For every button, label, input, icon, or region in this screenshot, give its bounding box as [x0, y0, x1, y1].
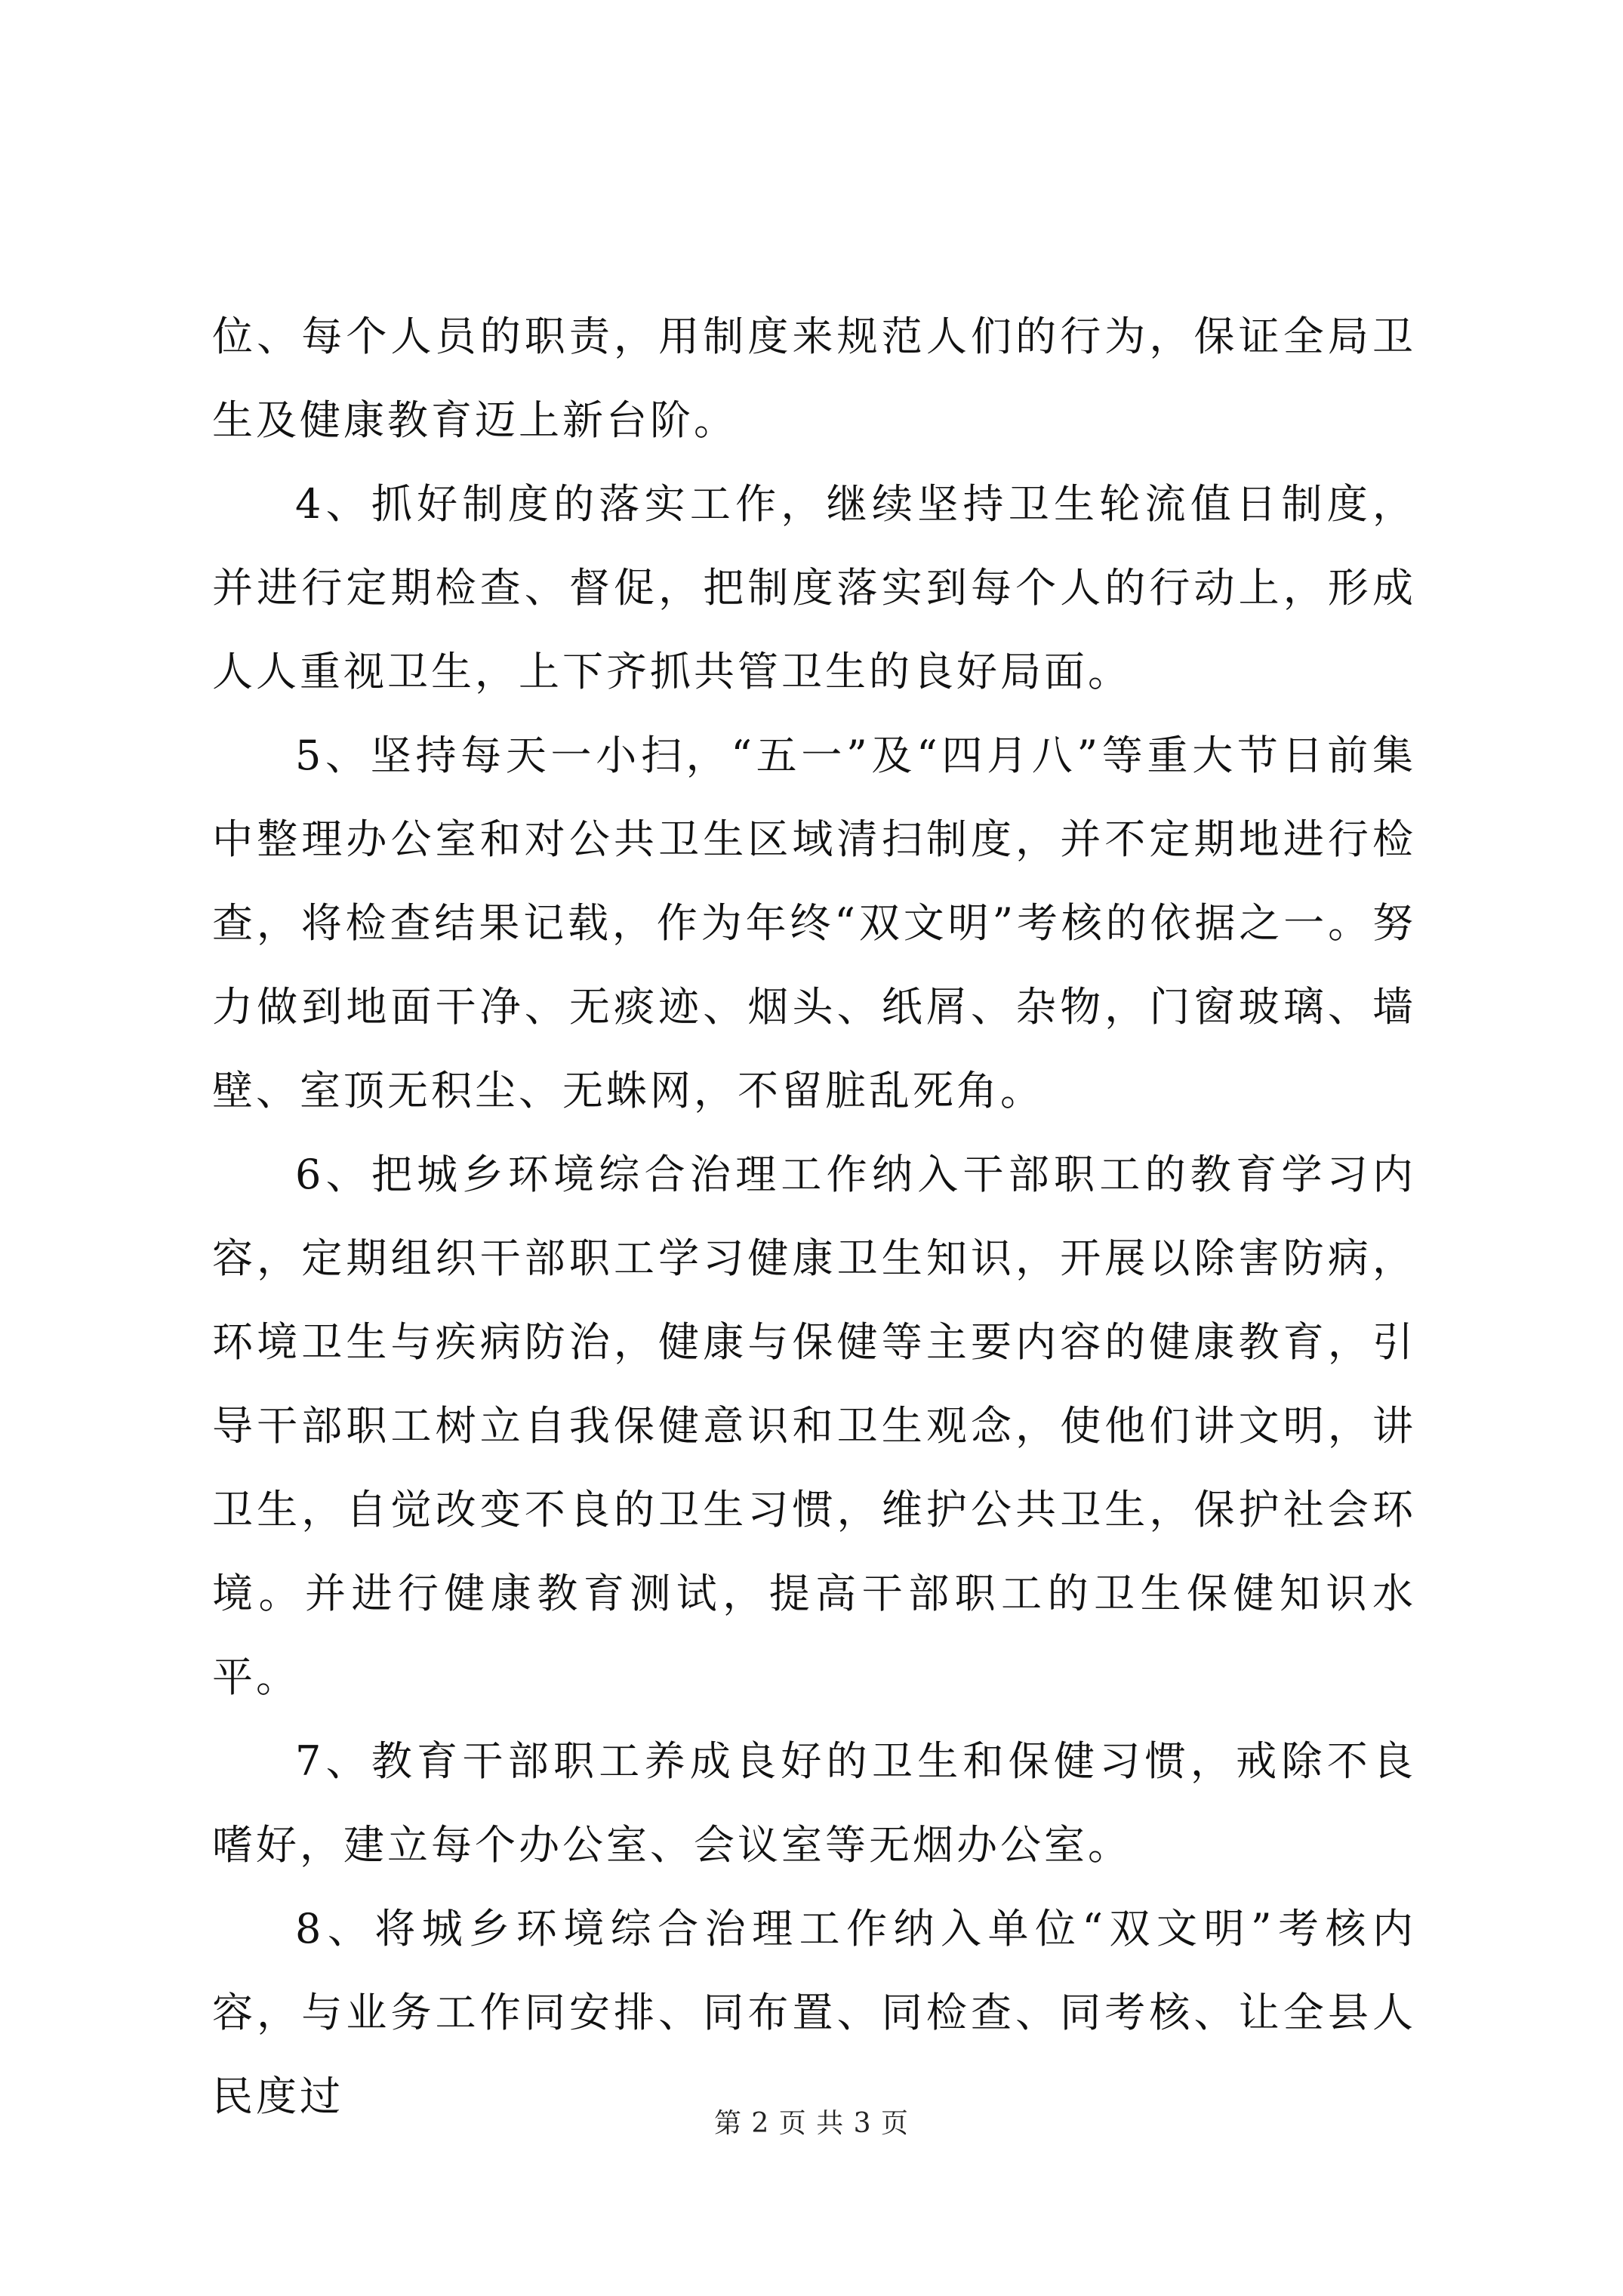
paragraph-item-6: 6、把城乡环境综合治理工作纳入干部职工的教育学习内容，定期组织干部职工学习健康卫生知识，开展以除害防病，环境卫生与疾病防治，健康与保健等主要内容的健康教育，引导干部职工树立自我保健意识和卫生观念，使他们讲文明，讲卫生，自觉改变不良的卫生习惯，维护公共卫生，保护社会环境。并进行健康教育测试，提高干部职工的卫生保健知识水平。: [212, 1151, 1416, 1701]
paragraph-item-8: 8、将城乡环境综合治理工作纳入单位“双文明”考核内容，与业务工作同安排、同布置、同检查、同考核、让全县人民度过: [212, 1905, 1416, 2120]
page-number-footer: 第 2 页 共 3 页: [713, 2108, 910, 2139]
paragraph-item-5: 5、坚持每天一小扫，“五一”及“四月八”等重大节日前集中整理办公室和对公共卫生区域清扫制度，并不定期地进行检查，将检查结果记载，作为年终“双文明”考核的依据之一。努力做到地面干净、无痰迹、烟头、纸屑、杂物，门窗玻璃、墙壁、室顶无积尘、无蛛网，不留脏乱死角。: [212, 732, 1416, 1114]
paragraph-continuation: 位、每个人员的职责，用制度来规范人们的行为，保证全局卫生及健康教育迈上新台阶。: [212, 313, 1416, 444]
document-body: [212, 294, 1416, 2138]
paragraph-item-7: 7、教育干部职工养成良好的卫生和保健习惯，戒除不良嗜好，建立每个办公室、会议室等无烟办公室。: [212, 1737, 1416, 1869]
paragraph-item-4: 4、抓好制度的落实工作，继续坚持卫生轮流值日制度，并进行定期检查、督促，把制度落实到每个人的行动上，形成人人重视卫生，上下齐抓共管卫生的良好局面。: [212, 480, 1416, 695]
